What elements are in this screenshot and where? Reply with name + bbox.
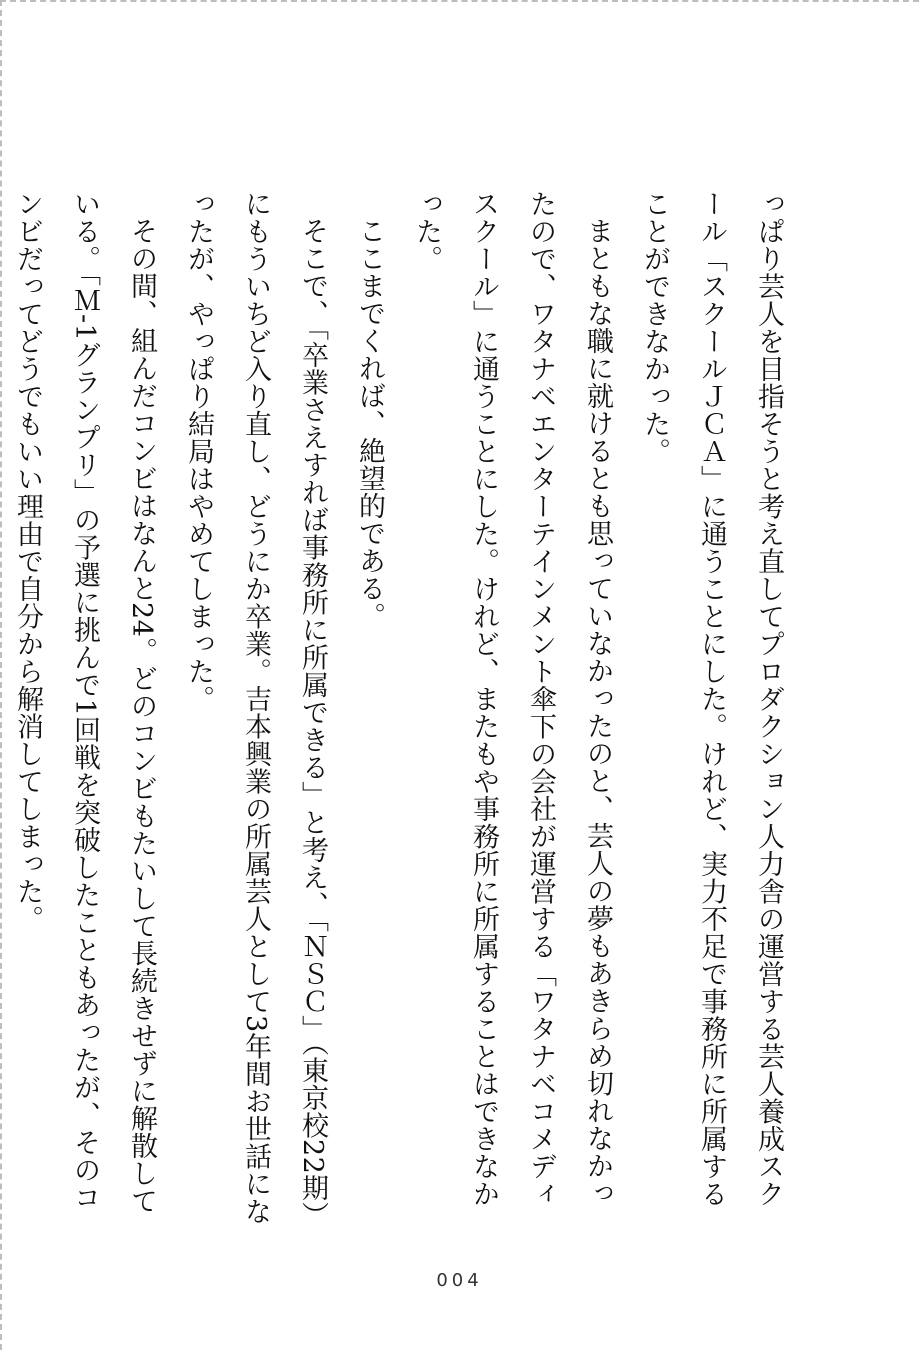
- paragraph-4: そこで、「卒業さえすれば事務所に所属できる」と考え、「ＮＳＣ」（東京校22期）にもういちど入り直し、どうにか卒業。吉本興業の所属芸人として3年間お世話になったが、やっぱり結局はやめてしまった。: [183, 190, 328, 1230]
- crop-guide-top: [0, 0, 919, 12]
- paragraph-1: っぱり芸人を目指そうと考え直してプロダクション人力舎の運営する芸人養成スクール「スクールＪＣＡ」に通うことにした。けれど、実力不足で事務所に所属することができなかった。: [639, 190, 784, 1208]
- paragraph-2: まともな職に就けるとも思っていなかったのと、芸人の夢もあきらめ切れなかったので、ワタナベエンターテインメント傘下の会社が運営する「ワタナベコメディスクール」に通うことにした。けれど、またもや事務所に所属することはできなかった。: [411, 190, 613, 1208]
- vertical-body-text: [0, 190, 797, 1230]
- page-number: 004: [436, 1270, 483, 1291]
- paragraph-5: その間、組んだコンビはなんと24。どのコンビもたいして長続きせずに解散している。「Ｍ-1グランプリ」の予選に挑んで1回戦を突破したこともあったが、そのコンビだってどうでもいい理由で自分から解消してしまった。: [12, 190, 157, 1215]
- paragraph-3: ここまでくれば、絶望的である。: [354, 217, 385, 630]
